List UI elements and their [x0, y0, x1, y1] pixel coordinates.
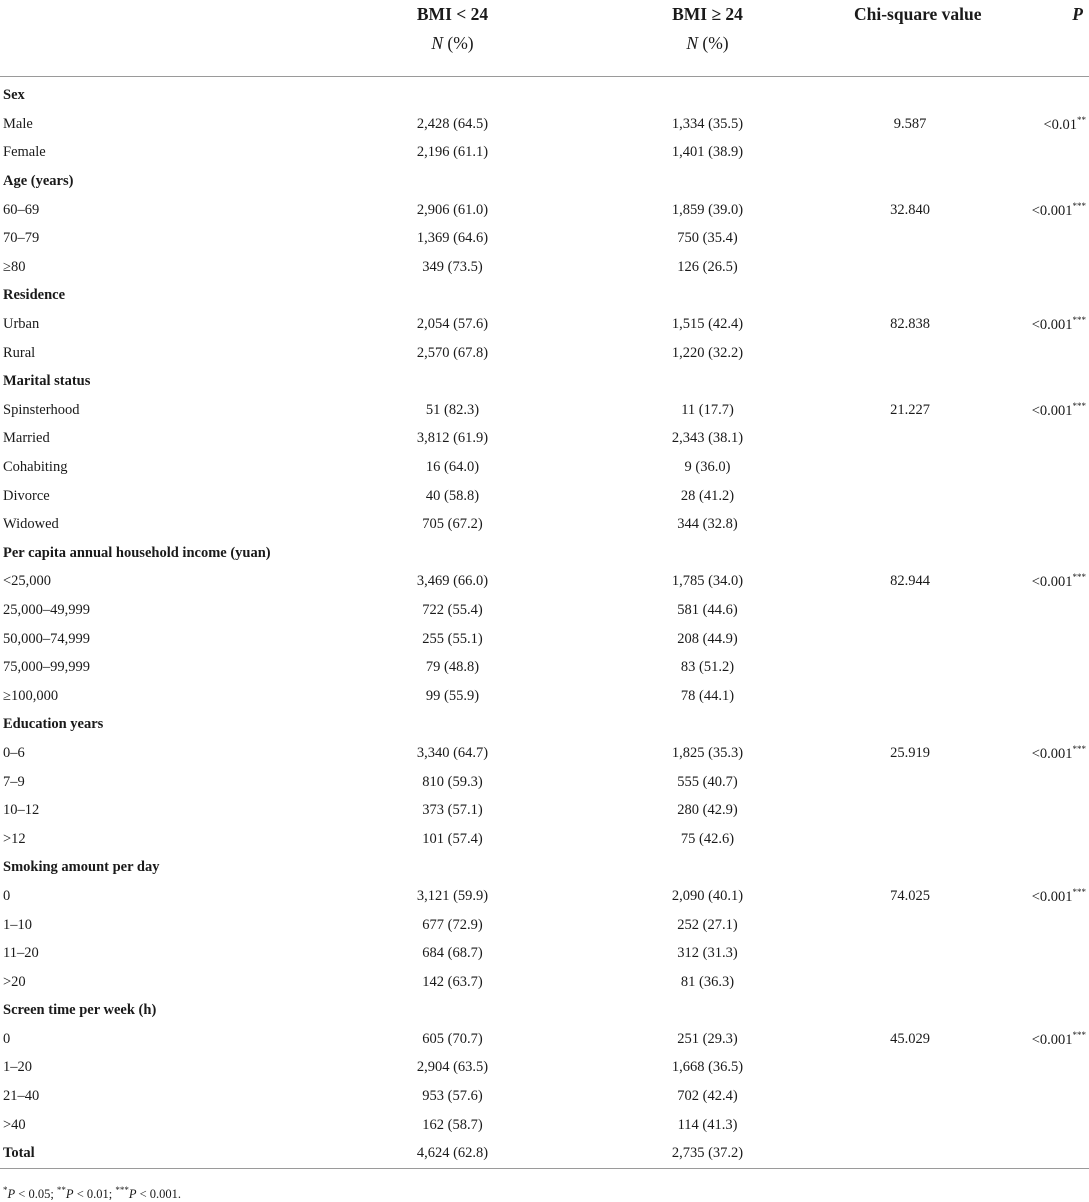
table-footnote [3, 1182, 181, 1202]
cell-bmi-ge24: 1,401 (38.9) [671, 144, 744, 161]
cell-p-value [1000, 653, 1089, 682]
cell-bmi-lt24: 2,904 (63.5) [416, 1059, 489, 1076]
row-label: Spinsterhood [3, 401, 80, 418]
cell-bmi-lt24: 953 (57.6) [422, 1088, 483, 1105]
cell-chi-square [840, 510, 1000, 539]
cell-bmi-ge24: 251 (29.3) [677, 1030, 738, 1047]
row-label: >12 [3, 830, 26, 847]
cell-chi-square [840, 796, 1000, 825]
row-label: Widowed [3, 516, 59, 533]
cell-p-value [1000, 139, 1089, 168]
cell-bmi-ge24: 81 (36.3) [680, 973, 735, 990]
cell-p-value [1000, 253, 1089, 282]
row-label: >40 [3, 1116, 26, 1133]
cell-bmi-lt24: 810 (59.3) [422, 773, 483, 790]
row-label: 75,000–99,999 [3, 659, 90, 676]
table-row [0, 1025, 1089, 1054]
table-row [0, 568, 1089, 597]
section-label: Sex [3, 87, 25, 104]
total-row [0, 1139, 1089, 1168]
cell-p-value [1000, 1082, 1089, 1111]
cell-p-value: <0.001*** [1031, 315, 1086, 333]
row-label: 10–12 [3, 802, 40, 819]
table-row [0, 1082, 1089, 1111]
cell-p-value [1000, 768, 1089, 797]
section-label: Screen time per week (h) [3, 1002, 157, 1019]
cell-bmi-ge24: 344 (32.8) [677, 516, 738, 533]
cell-chi-square [840, 939, 1000, 968]
row-label: 0 [3, 1030, 11, 1047]
cell-bmi-ge24: 1,785 (34.0) [671, 573, 744, 590]
cell-bmi-lt24: 373 (57.1) [422, 802, 483, 819]
cell-p-value: <0.01** [1043, 114, 1086, 133]
cell-bmi-lt24: 3,121 (59.9) [416, 887, 489, 904]
row-label: 70–79 [3, 230, 40, 247]
row-label: Male [3, 115, 33, 132]
cell-p-value [1000, 510, 1089, 539]
row-label: 0 [3, 887, 11, 904]
cell-bmi-ge24: 75 (42.6) [680, 830, 735, 847]
table-row [0, 882, 1089, 911]
cell-bmi-ge24: 2,090 (40.1) [671, 887, 744, 904]
header-row [0, 0, 1089, 76]
row-label: Divorce [3, 487, 50, 504]
table-row [0, 482, 1089, 511]
header-bmi-ge24 [575, 0, 840, 76]
header-bmi-lt24-n: N [431, 33, 444, 53]
cell-p-value [1000, 939, 1089, 968]
cell-bmi-ge24: 1,825 (35.3) [671, 744, 744, 761]
cell-chi-square [840, 253, 1000, 282]
table-row [0, 768, 1089, 797]
header-variable [0, 0, 330, 76]
cell-bmi-ge24: 1,220 (32.2) [671, 344, 744, 361]
cell-chi-square [840, 653, 1000, 682]
cell-bmi-lt24: 40 (58.8) [425, 487, 480, 504]
row-label: ≥80 [3, 258, 26, 275]
cell-chi-square [840, 139, 1000, 168]
cell-bmi-ge24: 114 (41.3) [677, 1116, 738, 1133]
cell-bmi-ge24: 1,668 (36.5) [671, 1059, 744, 1076]
footnote-text: *P < 0.05; **P < 0.01; ***P < 0.001. [3, 1185, 182, 1202]
table-row [0, 310, 1089, 339]
row-label: <25,000 [3, 573, 52, 590]
row-label: >20 [3, 973, 26, 990]
table-header [0, 0, 1089, 76]
table-row [0, 911, 1089, 940]
cell-bmi-lt24: 722 (55.4) [422, 601, 483, 618]
cell-p-value [1000, 1111, 1089, 1140]
cell-chi-square: 45.029 [890, 1030, 930, 1047]
cell-bmi-lt24: 2,196 (61.1) [416, 144, 489, 161]
cell-bmi-ge24: 1,515 (42.4) [671, 316, 744, 333]
section-row [0, 82, 1089, 111]
cell-bmi-ge24: 1,859 (39.0) [671, 201, 744, 218]
table-body [0, 76, 1089, 1169]
cell-bmi-lt24: 2,570 (67.8) [416, 344, 489, 361]
table-row [0, 339, 1089, 368]
cell-p-value [1000, 596, 1089, 625]
row-label: ≥100,000 [3, 687, 59, 704]
cell-bmi-lt24: 142 (63.7) [422, 973, 483, 990]
cell-bmi-lt24: 4,624 (62.8) [330, 1139, 575, 1168]
cell-bmi-ge24: 2,735 (37.2) [575, 1139, 840, 1168]
cell-bmi-lt24: 605 (70.7) [422, 1030, 483, 1047]
row-label: Married [3, 430, 50, 447]
cell-p-value [1000, 968, 1089, 997]
cell-p-value: <0.001*** [1031, 744, 1086, 762]
cell-p-value [1000, 625, 1089, 654]
section-label: Age (years) [3, 173, 74, 190]
table-row [0, 968, 1089, 997]
cell-bmi-ge24: 2,343 (38.1) [671, 430, 744, 447]
row-label: 21–40 [3, 1088, 40, 1105]
table-row [0, 110, 1089, 139]
table-row [0, 425, 1089, 454]
cell-bmi-lt24: 51 (82.3) [425, 401, 480, 418]
header-bmi-ge24-unit [575, 29, 840, 58]
row-label: 1–10 [3, 916, 32, 933]
row-label: Urban [3, 316, 40, 333]
section-label: Per capita annual household income (yuan) [3, 544, 271, 561]
cell-chi-square: 82.944 [890, 573, 930, 590]
cell-chi-square [840, 1054, 1000, 1083]
table-row [0, 625, 1089, 654]
cell-p-value: <0.001*** [1031, 887, 1086, 905]
cell-chi-square: 32.840 [890, 201, 930, 218]
cell-chi-square [840, 224, 1000, 253]
header-chi-square: Chi-square value [840, 0, 1000, 76]
cell-p-value [1000, 224, 1089, 253]
header-bmi-ge24-title: BMI ≥ 24 [672, 4, 743, 24]
cell-bmi-lt24: 684 (68.7) [422, 945, 483, 962]
cell-chi-square [840, 682, 1000, 711]
cell-bmi-lt24: 3,812 (61.9) [416, 430, 489, 447]
row-label: 25,000–49,999 [3, 601, 90, 618]
table-row [0, 796, 1089, 825]
cell-bmi-lt24: 1,369 (64.6) [416, 230, 489, 247]
row-label: Female [3, 144, 46, 161]
cell-bmi-lt24: 99 (55.9) [425, 687, 480, 704]
cell-chi-square [840, 768, 1000, 797]
cell-p-value [1000, 339, 1089, 368]
table-row [0, 1111, 1089, 1140]
cell-bmi-ge24: 208 (44.9) [677, 630, 738, 647]
header-p-value: P [1000, 0, 1089, 76]
table-row [0, 596, 1089, 625]
table-row [0, 1054, 1089, 1083]
cell-p-value [1000, 425, 1089, 454]
header-bmi-ge24-n: N [686, 33, 699, 53]
cell-chi-square: 9.587 [893, 115, 927, 132]
cell-bmi-ge24: 555 (40.7) [677, 773, 738, 790]
cell-bmi-lt24: 349 (73.5) [422, 258, 483, 275]
cell-bmi-ge24: 280 (42.9) [677, 802, 738, 819]
section-label: Marital status [3, 373, 91, 390]
cell-p-value: <0.001*** [1031, 1029, 1086, 1048]
cell-bmi-ge24: 252 (27.1) [677, 916, 738, 933]
cell-p-value [1000, 453, 1089, 482]
cell-chi-square [840, 1082, 1000, 1111]
section-label: Smoking amount per day [3, 859, 160, 876]
cell-bmi-ge24: 9 (36.0) [684, 459, 731, 476]
cell-bmi-ge24: 126 (26.5) [677, 258, 738, 275]
section-row [0, 539, 1089, 568]
cell-chi-square [840, 1139, 1000, 1168]
cell-chi-square [840, 968, 1000, 997]
section-label: Residence [3, 287, 66, 304]
row-label: Total [0, 1139, 330, 1168]
header-bmi-lt24 [330, 0, 575, 76]
header-bmi-lt24-unit [330, 29, 575, 58]
cell-bmi-lt24: 101 (57.4) [422, 830, 483, 847]
row-label: 7–9 [3, 773, 25, 790]
section-row [0, 711, 1089, 740]
cell-bmi-ge24: 78 (44.1) [680, 687, 735, 704]
cell-p-value [1000, 911, 1089, 940]
section-row [0, 167, 1089, 196]
cell-bmi-lt24: 162 (58.7) [422, 1116, 483, 1133]
table-row [0, 653, 1089, 682]
section-row [0, 854, 1089, 883]
section-row [0, 997, 1089, 1026]
cell-p-value [1000, 825, 1089, 854]
cell-bmi-lt24: 255 (55.1) [422, 630, 483, 647]
cell-p-value: <0.001*** [1031, 572, 1086, 591]
table-row [0, 224, 1089, 253]
row-label: 50,000–74,999 [3, 630, 90, 647]
cell-chi-square: 74.025 [890, 887, 930, 904]
cell-chi-square [840, 1111, 1000, 1140]
table-row [0, 396, 1089, 425]
cell-bmi-ge24: 83 (51.2) [680, 659, 735, 676]
cell-chi-square [840, 596, 1000, 625]
table-row [0, 510, 1089, 539]
cell-chi-square [840, 825, 1000, 854]
cell-bmi-ge24: 581 (44.6) [677, 601, 738, 618]
cell-p-value [1000, 796, 1089, 825]
row-label: 11–20 [3, 945, 39, 962]
cell-chi-square [840, 625, 1000, 654]
cell-bmi-lt24: 79 (48.8) [425, 659, 480, 676]
header-bmi-lt24-pct: (%) [443, 33, 474, 53]
table-row [0, 939, 1089, 968]
header-bmi-ge24-pct: (%) [698, 33, 729, 53]
row-label: 60–69 [3, 201, 40, 218]
cell-chi-square [840, 425, 1000, 454]
cell-p-value: <0.001*** [1031, 200, 1086, 219]
table-row [0, 453, 1089, 482]
cell-chi-square [840, 453, 1000, 482]
cell-bmi-lt24: 3,340 (64.7) [416, 744, 489, 761]
cell-bmi-lt24: 2,428 (64.5) [416, 115, 489, 132]
cell-p-value [1000, 1139, 1089, 1168]
cell-bmi-ge24: 1,334 (35.5) [671, 115, 744, 132]
table-row [0, 739, 1089, 768]
cell-bmi-lt24: 2,906 (61.0) [416, 201, 489, 218]
cell-bmi-ge24: 28 (41.2) [680, 487, 735, 504]
cell-bmi-lt24: 3,469 (66.0) [416, 573, 489, 590]
cell-chi-square: 82.838 [890, 316, 930, 333]
cell-bmi-ge24: 312 (31.3) [677, 945, 738, 962]
table-row [0, 253, 1089, 282]
cell-bmi-ge24: 11 (17.7) [681, 401, 734, 418]
row-label: 0–6 [3, 744, 25, 761]
cell-bmi-ge24: 750 (35.4) [677, 230, 738, 247]
row-label: Cohabiting [3, 459, 68, 476]
section-label: Education years [3, 716, 104, 733]
cell-bmi-lt24: 16 (64.0) [425, 459, 480, 476]
cell-p-value [1000, 1054, 1089, 1083]
cell-p-value [1000, 482, 1089, 511]
cell-chi-square: 21.227 [890, 401, 930, 418]
table-row [0, 196, 1089, 225]
cell-p-value [1000, 682, 1089, 711]
cell-chi-square [840, 339, 1000, 368]
cell-bmi-lt24: 677 (72.9) [422, 916, 483, 933]
cell-p-value: <0.001*** [1031, 400, 1086, 419]
table-row [0, 825, 1089, 854]
cell-chi-square [840, 911, 1000, 940]
row-label: Rural [3, 344, 36, 361]
section-row [0, 367, 1089, 396]
row-label: 1–20 [3, 1059, 32, 1076]
cell-chi-square: 25.919 [890, 744, 930, 761]
header-bmi-lt24-title: BMI < 24 [416, 4, 489, 24]
cell-bmi-lt24: 2,054 (57.6) [416, 316, 489, 333]
cell-bmi-lt24: 705 (67.2) [422, 516, 483, 533]
section-row [0, 282, 1089, 311]
table-row [0, 139, 1089, 168]
cell-chi-square [840, 482, 1000, 511]
cell-bmi-ge24: 702 (42.4) [677, 1088, 738, 1105]
table-row [0, 682, 1089, 711]
